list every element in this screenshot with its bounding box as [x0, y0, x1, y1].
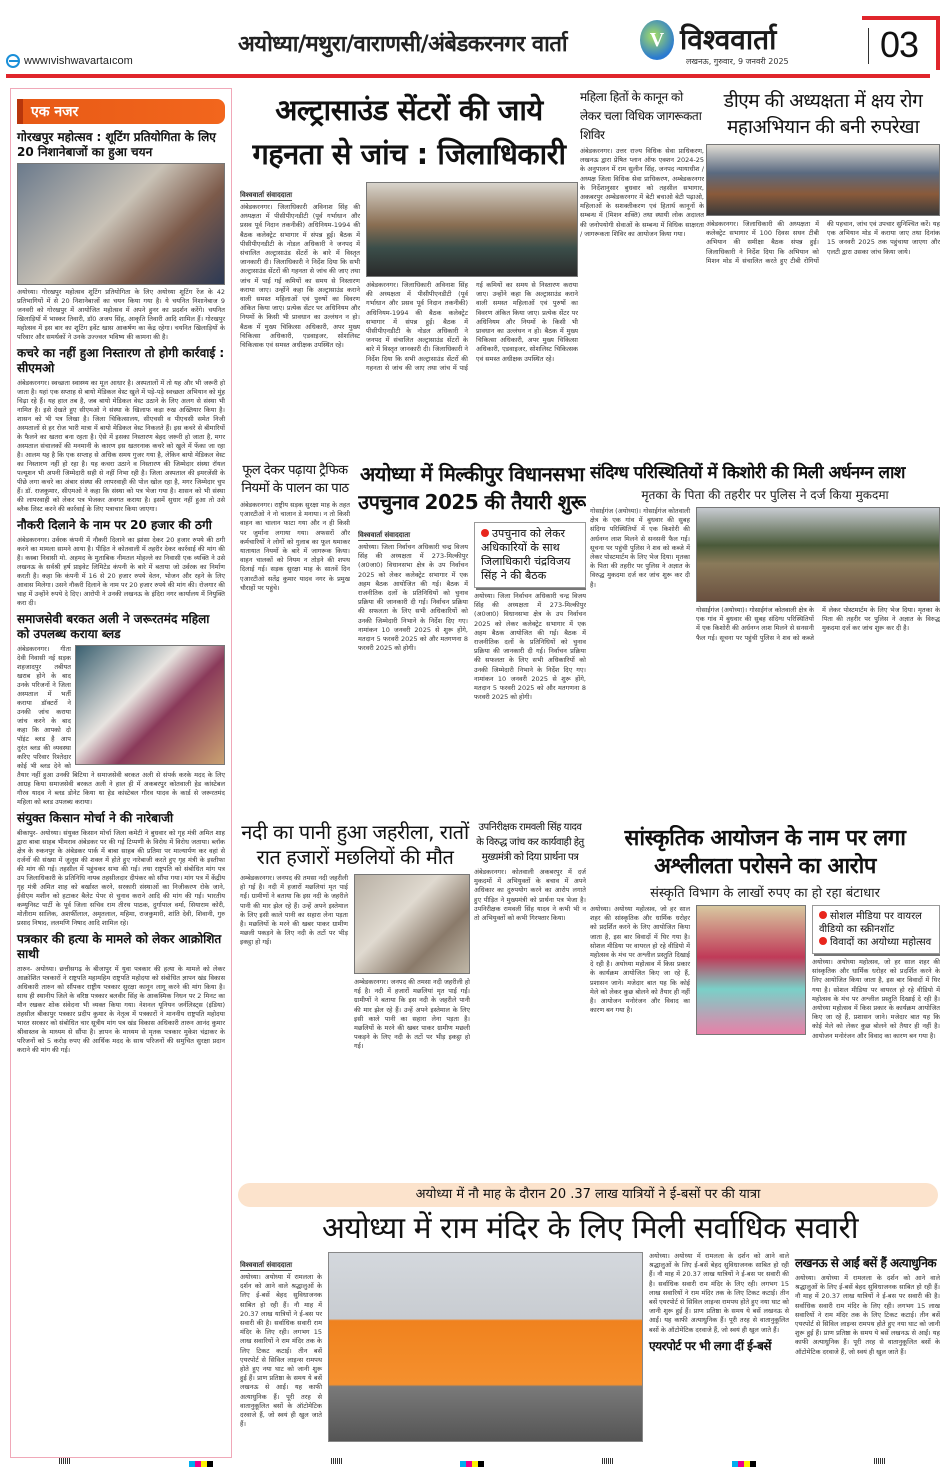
article-ebus [240, 1210, 940, 1455]
article-kshay-rog [706, 88, 940, 438]
article-headline: फूल देकर पढ़ाया ट्रैफिक नियमों के पालन का पाठ [241, 463, 349, 496]
subhead-airport: एयरपोर्ट पर भी लगा दीं ई-बसें [649, 1338, 771, 1353]
brand-logo-icon: V [640, 20, 674, 60]
registration-mark-icon [602, 1458, 614, 1464]
bullet-dot-icon [819, 911, 827, 919]
article-traffic [240, 462, 350, 802]
article-dek: संस्कृति विभाग के लाखों रुपए का हो रहा बंटाधार [650, 886, 880, 901]
blood-donation-photo [75, 645, 225, 765]
highlight-text: विवादों का अयोध्या महोत्सव [830, 937, 932, 948]
color-chips [460, 1452, 484, 1471]
bullet-dot-icon [819, 937, 827, 945]
dead-fish-photo [354, 874, 470, 974]
article-body: अम्बेडकरनगर। जनपद की तमसा नदी जहरीली हो गई है। नदी में हजारों मछलियां मृत पाई गईं। ग्रामीणों ने बताया कि इस नदी के जहरीले पानी की मार झेल रहे हैं। उन्हें अपने इस्तेमाल के लिए इसी काले पानी का सहारा लेना पड़ता है। मछलियों के मरने की खबर पाकर ग्रामीण मछली पकड़ने के लिए नदी के तटों पर भीड़ इकट्ठा हो गई। [240, 874, 349, 947]
left-article-blood [17, 612, 225, 807]
article-sanskritik [590, 825, 940, 1175]
article-headline: अयोध्या में राम मंदिर के लिए मिली सर्वाधिक सवारी [322, 1211, 858, 1246]
article-body: गोसाईगंज (अयोध्या)। गोसाईगंज कोतवाली क्षेत्र के एक गांव में बुधवार की सुबह संदिग्ध परिस्थितियों में एक किशोरी की अर्धनग्न लाश मिलने से सनसनी फैल गई। सूचना पर पहुंची पुलिस ने शव को कब्जे में लेकर पोस्टमार्टम के लिए भेज दिया। मृतका के पिता की तहरीर पर पुलिस ने अज्ञात के विरुद्ध मुकदमा दर्ज कर जांच शुरू कर दी है। [590, 507, 691, 589]
lead-headline: अल्ट्रासाउंड सेंटरों की जाये गहनता से जांच : जिलाधिकारी [252, 93, 566, 171]
article-body-cont: अयोध्या। अयोध्या में रामलला के दर्शन को आने वाले श्रद्धालुओं के लिए ई-बसें बेहद सुविधाजनक साबित हो रही हैं। नौ माह में 20.37 लाख यात्रियों ने ई-बस पर सवारी की है। सर्वाधिक सवारी राम मंदिर के लिए रही। लगभग 15 लाख सवारियों ने राम मंदिर तक के लिए टिकट कटाई। तीन बसें एयरपोर्ट से सिविल लाइन्स रामपथ होते हुए नया घाट को जानी शुरू हुई हैं। प्राण प्रतिष्ठा के समय ये बसें लखनऊ से आईं। यह काफी अत्याधुनिक हैं। पूरी तरह से वातानुकूलित बसों के ऑटोमेटिक दरवाजे हैं, जो स्वयं ही खुल जाते हैं। [795, 1274, 940, 1356]
website-url: wwwıvishwavartaıcom [24, 55, 133, 67]
article-body-cont: अयोध्या। अयोध्या में रामलला के दर्शन को आने वाले श्रद्धालुओं के लिए ई-बसें बेहद सुविधाजनक साबित हो रही हैं। नौ माह में 20.37 लाख यात्रियों ने ई-बस पर सवारी की है। सर्वाधिक सवारी राम मंदिर के लिए रही। लगभग 15 लाख सवारियों ने राम मंदिर तक के लिए टिकट कटाई। तीन बसें एयरपोर्ट से सिविल लाइन्स रामपथ होते हुए नया घाट को जानी शुरू हुई हैं। प्राण प्रतिष्ठा के समय ये बसें लखनऊ से आईं। यह काफी अत्याधुनिक हैं। पूरी तरह से वातानुकूलित बसों के ऑटोमेटिक दरवाजे हैं, जो स्वयं ही खुल जाते हैं। [649, 1252, 789, 1334]
masthead [0, 0, 945, 80]
article-headline: संयुक्त किसान मोर्चा ने की नारेबाजी [17, 811, 174, 825]
left-article-kisan [17, 811, 225, 928]
article-body: तारुन- अयोध्या। छत्तीसगढ़ के बीजापुर में युवा पत्रकार की हत्या के मामले को लेकर आक्रोशित पत्रकारों ने राष्ट्रपति महामहिम राष्ट्रपति महोदया को संबोधित ज्ञापन खंड विकास अधिकारी तारुन को सौंपकर राष्ट्रीय पत्रकार सुरक्षा कानून लागू करने की मांग किया है। साथ ही स्थानीय जिले के वरिष्ठ पत्रकार बलवीर सिंह के आकस्मिक निधन पर 2 मिनट का मौन रखकर शोक संवेदना भी व्यक्त किया गया। नेशनल यूनियन जर्नलिस्ट्स (इंडिया) तहसील बीकापुर पत्रकार प्रदीप कुमार के नेतृत्व में पत्रकारों ने माननीय राष्ट्रपति महोदया भारत सरकार को संबोधित चार सूत्रीय मांग पत्र खंड विकास अधिकारी तारुन आनंद कुमार श्रीवास्तव के माध्यम से सौंपा है। ज्ञापन के माध्यम से मृतक पत्रकार मुकेश चंद्राकर के परिजनों को 5 करोड़ रुपए की आर्थिक मदद के साथ परिजनों की समुचित सुरक्षा प्रदान कराने की मांग की गई। [17, 965, 225, 1054]
article-dek: मृतका के पिता की तहरीर पर पुलिस ने दर्ज किया मुकदमा [641, 488, 889, 502]
article-nadi [240, 820, 470, 1175]
article-body: अंबेडकरनगर। स्वच्छता स्वास्थ्य का मूल आधार है। अस्पतालों में तो यह और भी जरूरी हो जाता है। यहां एक सप्ताह से बायो मेडिकल वेस्ट खुले में पड़े-पड़े स्वच्छता अभियान को मुंह चिढ़ा रहे हैं। यह हाल तब है, जब बायो मेडिकल वेस्ट उठाने के लिए अलग से संस्था भी नामित है। इसे देखते हुए सीएमओ ने संस्था के खिलाफ कड़ा रुख अख्तियार किया है। शासन को भी पत्र लिखा है। जिला चिकित्सालय, सीएचसी व पीएचसी समेत निजी अस्पतालों से हर रोज भारी मात्रा में बायो मेडिकल वेस्ट निकलते हैं। इस कचरे से बीमारियों के फैलने का खतरा बना रहता है। ऐसे में इसका निस्तारण बेहद जरूरी हो जाता है, मगर अस्पताल संचालकों की मनमानी के कारण इस खतरनाक कचरे को खुले में फेंका जा रहा है। आलम यह है कि एक सप्ताह से अधिक समय गुजर गया है, लेकिन बायो मेडिकल वेस्ट का निस्तारण नहीं हो रहा है। यह कचरा उठाने व निस्तारण की जिम्मेदार संस्था रॉयल पल्यूशन भी अपनी जिम्मेदारी सही से नहीं निभा रही है। जिला अस्पताल की इमरजेंसी के पीछे लगा कचरे का अंबार संस्था की लापरवाही की पोल खोल रहा है, मगर जिम्मेदार चुप हैं। डॉ. राजकुमार, सीएमओ ने कहा कि संस्था को पत्र भेजा गया है। शासन को भी संस्था की लापरवाही को लेकर पत्र भेजकर अवगत कराया है। इसमें सुधार नहीं हुआ तो उसे ब्लैक लिस्ट करने की कार्रवाई के लिए पत्राचार किया जाएगा। [17, 379, 225, 513]
article-ramvali [474, 820, 586, 1175]
registration-mark-icon [874, 1458, 886, 1464]
article-body: बीकापुर- अयोध्या। संयुक्त किसान मोर्चा जिला कमेटी ने बुधवार को गृह मंत्री अमित शाह द्वारा बाबा साहब भीमराव अंबेडकर पर की गई टिप्पणी के विरोध में विरोध जताया। ब्लॉक क्षेत्र के रुकनपुर के अंबेडकर पार्क में बाबा साहब की प्रतिमा पर माल्यार्पण कर वहां से दर्जनों की संख्या में जुलूस की शक्ल में होते हुए नारेबाजी करते हुए गृह मंत्री के इस्तीफा की मांग की गई। तहसील में पहुंचकर सभा की गई। तथा राष्ट्रपति को संबोधित मांग पत्र उप जिलाधिकारी के प्रतिनिधि नायब तहसीलदार दीपंकर को सौंपा गया। मांग पत्र में केंद्रीय गृह मंत्री अमित शाह को बर्खास्त करने, सरकारी संस्थाओं का निजीकरण रोके जाने, ईवीएम मशीन को हटाकर बैलेट पेपर से चुनाव कराने आदि की मांग की गई। भारतीय कम्युनिस्ट पार्टी के पूर्व जिला सचिव राम तीरथ पाठक, दुर्गापाल वर्मा, सियाराम कोरी, मोतीराम सालिक, अशर्फीलाल, अमृतलाल, महिमा, राजकुमारी, शांति देवी, शिवानी, गुरु प्रसाद निषाद, ललमणि निषाद आदि शामिल रहे। [17, 829, 225, 927]
article-body: अयोध्या। अयोध्या महोत्सव, जो हर साल शहर की सांस्कृतिक और धार्मिक धरोहर को प्रदर्शित करने के लिए आयोजित किया जाता है, इस बार विवादों में घिर गया है। सोशल मीडिया पर वायरल हो रहे वीडियो में महोत्सव के मंच पर अश्लील प्रस्तुति दिखाई दे रही है। अयोध्या महोत्सव में किस प्रकार के कार्यक्रम आयोजित किए जा रहे हैं, प्रशासन जाने। मजेदार बात यह कि कोई मेले को लेकर कुछ बोलने को तैयार ही नहीं है। आयोजन मनोरंजन और विवाद का कारण बन गया है। [590, 905, 690, 1015]
article-body: अयोध्या। जिला निर्वाचन अधिकारी चन्द्र विजय सिंह की अध्यक्षता में 273-मिल्कीपुर (अ0जा0) विधानसभा क्षेत्र के उप निर्वाचन 2025 को लेकर कलेक्ट्रेट सभागार में एक अहम बैठक आयोजित की गई। बैठक में राजनीतिक दलों के प्रतिनिधियों को चुनाव प्रक्रिया की जानकारी दी गई। निर्वाचन प्रक्रिया की सफलता के लिए सभी अधिकारियों को उनकी जिम्मेदारी निभाने के निर्देश दिए गए। नामांकन 10 जनवरी 2025 से शुरू होंगे, मतदान 5 फरवरी 2025 को और मतगणना 8 फरवरी 2025 को होगी। [358, 543, 468, 653]
browser-e-icon [6, 54, 20, 68]
color-chips [732, 1452, 756, 1471]
article-headline: नौकरी दिलाने के नाम पर 20 हजार की ठगी [17, 518, 212, 532]
website-link[interactable] [6, 54, 133, 68]
article-milkipur [358, 460, 586, 805]
article-headline: नदी का पानी हुआ जहरीला, रातों रात हजारों मछलियों की मौत [241, 820, 469, 869]
color-chips [189, 1452, 213, 1471]
printer-marks [0, 1456, 945, 1466]
mahotsav-stage-photo [696, 905, 806, 1035]
article-headline: महिला हितों के कानून को लेकर चला विधिक जागरूकता शिविर [580, 90, 702, 142]
article-body: अंबेडकरनगर। उर्वरक कंपनी में नौकरी दिलाने का झांसा देकर 20 हजार रुपये की ठगी करने का मामला सामने आया है। पीड़ित ने कोतवाली में तहरीर देकर कार्रवाई की मांग की है। कस्बा निवासी मो. अहमद के मुताबिक नीमतल मोहल्ले का निवासी एक व्यक्ति ने उसे लखनऊ के सर्वश्री हर्ष प्राइवेट लिमिटेड कंपनी के बारे में बताया जो उर्वरक का निर्माण करती है। कहा कि कंपनी में 16 से 20 हजार रुपये वेतन, भोजन और रहने के लिए आवास मिलेगा। उसने नौकरी दिलाने के नाम पर 20 हजार रुपये की मांग की। रोजगार की चाह में उन्होंने रुपये दे दिए। आरोपी ने उनकी लखनऊ के इंदिरा नगर कार्यालय में नियुक्ति करा दी। [17, 536, 225, 607]
byline: विश्ववार्ता संवाददाता [358, 531, 411, 539]
article-body: अयोध्या। गोरखपुर महोत्सव शूटिंग प्रतियोगिता के लिए अयोध्या शूटिंग रेंज के 42 प्रतिभागियों में से 20 निशानेबाजों का चयन किया गया है। ये चयनित निशानेबाज 9 जनवरी को गोरखपुर में आयोजित महोत्सव में अपने हुनर का प्रदर्शन करेंगे। चयनित खिलाड़ियों में भास्कर तिवारी, डॉ0 अजय सिंह, आकृति तिवारी आदि शामिल हैं। गोरखपुर महोत्सव में इस बार का शूटिंग इवेंट खास आकर्षण का केंद्र रहेगा। चयनित खिलाड़ियों के परिवार और समर्थकों ने उनके उज्ज्वल भविष्य की कामना की है। [17, 288, 225, 341]
date-line: लखनऊ, गुरुवार, 9 जनवरी 2025 [686, 57, 789, 66]
article-headline: संदिग्ध परिस्थितियों में किशोरी की मिली अर्धनग्न लाश [590, 463, 905, 483]
article-body-cont: अयोध्या। अयोध्या महोत्सव, जो हर साल शहर की सांस्कृतिक और धार्मिक धरोहर को प्रदर्शित करने के लिए आयोजित किया जाता है, इस बार विवादों में घिर गया है। सोशल मीडिया पर वायरल हो रहे वीडियो में महोत्सव के मंच पर अश्लील प्रस्तुति दिखाई दे रही है। अयोध्या महोत्सव में किस प्रकार के कार्यक्रम आयोजित किए जा रहे हैं, प्रशासन जाने। मजेदार बात यह कि कोई मेले को लेकर कुछ बोलने को तैयार ही नहीं है। आयोजन मनोरंजन और विवाद का कारण बन गया है। [812, 958, 940, 1040]
article-ultrasound [240, 88, 578, 448]
left-article-patrakar [17, 932, 225, 1055]
ek-najar-column [10, 88, 232, 1458]
article-headline: उपनिरीक्षक रामवली सिंह यादव के विरुद्ध जांच कर कार्यवाही हेतु मुख्यमंत्री को दिया प्रार्थना पत्र [476, 822, 584, 863]
shooting-team-photo [17, 163, 225, 285]
article-headline: समाजसेवी बरकत अली ने जरूरतमंद महिला को उपलब्ध कराया ब्लड [17, 612, 210, 641]
highlight-box [474, 522, 586, 588]
byline: विश्ववार्ता संवाददाता [240, 1261, 293, 1269]
tb-meeting-photo [706, 144, 940, 216]
article-mahila-shivir [580, 88, 704, 438]
registration-mark-icon [59, 1458, 71, 1464]
byline: विश्ववार्ता संवाददाता [240, 191, 293, 199]
article-headline: गोरखपुर महोत्सव : शूटिंग प्रतियोगिता के लिए 20 निशानेबाजों का हुआ चयन [17, 130, 216, 159]
article-body-cont: गोसाईगंज (अयोध्या)। गोसाईगंज कोतवाली क्षेत्र के एक गांव में बुधवार की सुबह संदिग्ध परिस्थितियों में एक किशोरी की अर्धनग्न लाश मिलने से सनसनी फैल गई। सूचना पर पहुंची पुलिस ने शव को कब्जे में लेकर पोस्टमार्टम के लिए भेज दिया। मृतका के पिता की तहरीर पर पुलिस ने अज्ञात के विरुद्ध मुकदमा दर्ज कर जांच शुरू कर दी है। [696, 606, 940, 642]
registration-mark-icon [331, 1458, 343, 1464]
article-body: अंबेडकरनगर। जिलाधिकारी की अध्यक्षता में कलेक्ट्रेट सभागार में 100 दिवस सघन टीबी अभियान की समीक्षा बैठक संपन्न हुई। जिलाधिकारी ने निर्देश दिया कि अभियान को मिशन मोड में संचालित करते हुए टीबी रोगियों की पहचान, जांच एवं उपचार सुनिश्चित करें। यह एक अभियान मोड में कराया जाए तथा दिनांक 15 जनवरी 2025 तक पहुंचाया जाएगा और एलटी द्वारा उसका जांच किया जाये। [706, 220, 940, 265]
article-body: अंबेडकरनगर। राष्ट्रीय सड़क सुरक्षा माह के तहत एआरटीओ ने नो चालान डे मनाया। न तो किसी वाहन का चालान फाटा गया और न ही किसी पर जुर्माना लगाया गया। अफसरों और कर्मचारियों ने लोगों को गुलाब का फूल थमाकर यातायात नियमों के बारे में जागरूक किया। वाहन चालकों को नियम न तोड़ने की शपथ दिलाई गई। सड़क सुरक्षा माह के सातवें दिन एआरटीओ सतेंद्र कुमार यादव नगर के प्रमुख चौराहों पर पहुंचे। [240, 501, 350, 592]
e-bus-photo [328, 1252, 643, 1442]
left-article-shooting [17, 130, 225, 342]
left-article-thagi [17, 518, 225, 608]
section-label: एक नजर [17, 99, 225, 124]
edition-title: अयोध्या/मथुरा/वाराणसी/अंबेडकरनगर वार्ता [238, 32, 568, 57]
page-number: 03 [880, 24, 919, 65]
article-body-cont: अम्बेडकरनगर। जनपद की तमसा नदी जहरीली हो गई है। नदी में हजारों मछलियां मृत पाई गईं। ग्रामीणों ने बताया कि इस नदी के जहरीले पानी की मार झेल रहे हैं। उन्हें अपने इस्तेमाल के लिए इसी काले पानी का सहारा लेना पड़ता है। मछलियों के मरने की खबर पाकर ग्रामीण मछली पकड़ने के लिए नदी के तटों पर भीड़ इकट्ठा हो गई। [354, 978, 470, 1051]
article-body-cont: अंबेडकरनगर। जिलाधिकारी अविनाश सिंह की अध्यक्षता में पीसीपीएनडीटी (पूर्व गर्भाधान और प्रसव पूर्व निदान तकनीकी) अधिनियम-1994 की बैठक कलेक्ट्रेट सभागार में संपन्न हुई। बैठक में पीसीपीएनडीटी के नोडल अधिकारी ने जनपद में संचालित अल्ट्रासाउंड सेंटरों के बारे में विस्तृत जानकारी दी। जिलाधिकारी ने निर्देश दिया कि सभी अल्ट्रासाउंड सेंटरों की गहनता से जांच की जाए तथा जांच में पाई गई कमियों का समय से निस्तारण कराया जाए। उन्होंने कहा कि अल्ट्रासाउंड कराने वाली समस्त महिलाओं एवं पुरुषों का विवरण अंकित किया जाए। प्रत्येक सेंटर पर अधिनियम और नियमों के किसी भी प्रावधान का उल्लंघन न हो। बैठक में मुख्य चिकित्सा अधिकारी, अपर मुख्य चिकित्सा अधिकारी, एडवाइजर, सोशलिस्ट चिकित्सक एवं समस्त अधीक्षक उपस्थित रहे। [366, 281, 578, 372]
masthead-rule [6, 74, 930, 78]
page-number-divider [868, 28, 869, 64]
article-body: अंबेडकरनगर। गीता देवी निवासी नई सड़क शहजादपुर तबीयत खराब होने के बाद उनके परिजनों ने जिला अस्पताल में भर्ती कराया डॉक्टरों ने उनकी जांच कराया जांच करने के बाद कहा कि आपको दो पॉइंट ब्लड है आप तुरंत ब्लड की व्यवस्था करिए परिवार रिश्तेदार कोई भी ब्लड देने को तैयार नहीं हुआ उनकी बिटिया ने समाजसेवी बरकत अली से संपर्क करके मदद के लिए आग्रह किया समाजसेवी बरकत अली ने हाल ही में अकबरपुर कोतवाली हेड कांस्टेबल गौरव यादव ने ब्लड डोनेट किया था हेड कांस्टेबल गौरव यादव के कार्ड से जरूरतमंद महिला को ब्लड उपलब्ध कराया। [17, 645, 225, 806]
police-scene-photo [696, 507, 940, 602]
highlight-text: सोशल मीडिया पर वायरल वीडियो का स्क्रीनशॉट [819, 911, 922, 935]
meeting-photo [366, 182, 578, 277]
article-body-cont: अयोध्या। जिला निर्वाचन अधिकारी चन्द्र विजय सिंह की अध्यक्षता में 273-मिल्कीपुर (अ0जा0) विधानसभा क्षेत्र के उप निर्वाचन 2025 को लेकर कलेक्ट्रेट सभागार में एक अहम बैठक आयोजित की गई। बैठक में राजनीतिक दलों के प्रतिनिधियों को चुनाव प्रक्रिया की जानकारी दी गई। निर्वाचन प्रक्रिया की सफलता के लिए सभी अधिकारियों को उनकी जिम्मेदारी निभाने के निर्देश दिए गए। नामांकन 10 जनवरी 2025 से शुरू होंगे, मतदान 5 फरवरी 2025 को और मतगणना 8 फरवरी 2025 को होगी। [474, 592, 586, 702]
left-article-cmo [17, 346, 225, 514]
bullet-dot-icon [481, 529, 489, 537]
ebus-banner: अयोध्या में नौ माह के दौरान 20 .37 लाख यात्रियों ने ई-बसों पर की यात्रा [238, 1183, 938, 1207]
article-body: अंबेडकरनगर। जिलाधिकारी अविनाश सिंह की अध्यक्षता में पीसीपीएनडीटी (पूर्व गर्भाधान और प्रसव पूर्व निदान तकनीकी) अधिनियम-1994 की बैठक कलेक्ट्रेट सभागार में संपन्न हुई। बैठक में पीसीपीएनडीटी के नोडल अधिकारी ने जनपद में संचालित अल्ट्रासाउंड सेंटरों के बारे में विस्तृत जानकारी दी। जिलाधिकारी ने निर्देश दिया कि सभी अल्ट्रासाउंड सेंटरों की गहनता से जांच की जाए तथा जांच में पाई गई कमियों का समय से निस्तारण कराया जाए। उन्होंने कहा कि अल्ट्रासाउंड कराने वाली समस्त महिलाओं एवं पुरुषों का विवरण अंकित किया जाए। प्रत्येक सेंटर पर अधिनियम और नियमों के किसी भी प्रावधान का उल्लंघन न हो। बैठक में मुख्य चिकित्सा अधिकारी, अपर मुख्य चिकित्सा अधिकारी, एडवाइजर, सोशलिस्ट चिकित्सक एवं समस्त अधीक्षक उपस्थित रहे। [240, 203, 360, 350]
article-headline: कचरे का नहीं हुआ निस्तारण तो होगी कार्रवाई : सीएमओ [17, 346, 225, 375]
brand-name: विश्ववार्ता [680, 23, 777, 56]
article-body: अंबेडकरनगर। उत्तर राज्य विधिक सेवा प्राधिकरण, लखनऊ द्वारा प्रेषित प्लान ऑफ एक्शन 2024-25 के अनुपालन में राम सुलीन सिंह, जनपद न्यायाधीश / अध्यक्ष जिला विधिक सेवा प्राधिकरण, अम्बेडकरनगर के निर्देशानुसार बुधवार को तहसील सभागार, अकबरपुर अम्बेडकरनगर में बेटी बचाओ बेटी पढ़ाओ, महिलाओं के सशक्तीकरण एवं हितार्थ कानूनों के सम्बन्ध में (मिशन शक्ति) तथा स्थायी लोक अदालत की जनोपयोगी सेवाओं के सम्बन्ध में विधिक साक्षरता / जागरूकता शिविर का आयोजन किया गया। [580, 147, 704, 238]
article-headline: पत्रकार की हत्या के मामले को लेकर आक्रोशित साथी [17, 932, 222, 961]
article-body: अंबेडकरनगर। कोतवाली अकबरपुर में दर्ज मुकदमों में अभियुक्तों के बचाव में अपने अधिकार का दुरुपयोग करने का आरोप लगाते हुए पीड़ित ने मुख्यमंत्री को प्रार्थना पत्र भेजा है। उपनिरीक्षक रामवली सिंह यादव ने कभी भी न तो अभियुक्तों को कभी गिरफ्तार किया। [474, 868, 586, 923]
highlight-text: उपचुनाव को लेकर अधिकारियों के साथ जिलाधिकारी चंद्रविजय सिंह ने की बैठक [481, 527, 571, 582]
article-headline: अयोध्या में मिल्कीपुर विधानसभा उपचुनाव 2025 की तैयारी शुरू [358, 462, 586, 514]
article-headline: डीएम की अध्यक्षता में क्षय रोग महाअभियान की बनी रुपरेखा [723, 90, 923, 138]
article-body: अयोध्या। अयोध्या में रामलला के दर्शन को आने वाले श्रद्धालुओं के लिए ई-बसें बेहद सुविधाजनक साबित हो रही हैं। नौ माह में 20.37 लाख यात्रियों ने ई-बस पर सवारी की है। सर्वाधिक सवारी राम मंदिर के लिए रही। लगभग 15 लाख सवारियों ने राम मंदिर तक के लिए टिकट कटाई। तीन बसें एयरपोर्ट से सिविल लाइन्स रामपथ होते हुए नया घाट को जानी शुरू हुई हैं। प्राण प्रतिष्ठा के समय ये बसें लखनऊ से आईं। यह काफी अत्याधुनिक हैं। पूरी तरह से वातानुकूलित बसों के ऑटोमेटिक दरवाजे हैं, जो स्वयं ही खुल जाते हैं। [240, 1273, 322, 1429]
article-headline: सांस्कृतिक आयोजन के नाम पर लगा अश्लीलता परोसने का आरोप [624, 826, 906, 879]
article-kishori [590, 462, 940, 812]
highlight-box [812, 905, 940, 954]
subhead-lucknow: लखनऊ से आईं बसें हैं अत्याधुनिक [795, 1256, 937, 1270]
